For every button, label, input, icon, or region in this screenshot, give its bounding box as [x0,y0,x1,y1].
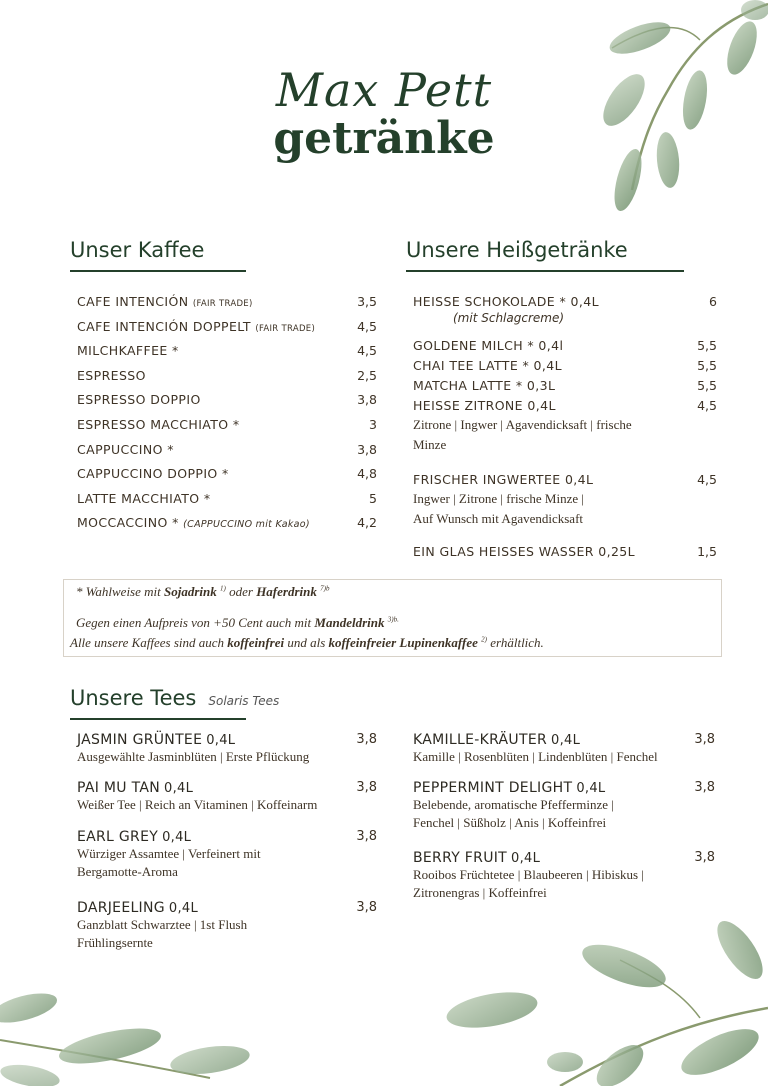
tea-description: Ausgewählte Jasminblüten | Erste Pflückung [77,749,310,764]
coffee-item [77,491,377,516]
hot-drink-label: HEISSE SCHOKOLADE * [413,294,567,309]
coffee-item-price: 4,5 [357,318,377,334]
brand-header [0,62,768,164]
tea-item [413,850,715,902]
hot-drink-name [413,294,599,309]
hot-drink-label: HEISSE ZITRONE [413,398,523,413]
coffee-item-label: ESPRESSO DOPPIO [77,392,201,408]
hot-drink-row [413,472,717,487]
coffee-item [77,442,377,467]
tea-name-label: PAI MU TAN [77,780,160,796]
coffee-item-name [77,515,310,530]
tea-name-label: KAMILLE-KRÄUTER [413,732,548,748]
note-bold: Sojadrink [164,584,217,599]
tea-size: 0,4L [576,781,606,796]
hot-drink-size: 0,4L [564,472,594,487]
tea-description: Ganzblatt Schwarztee | 1st Flush [77,917,248,932]
tea-price: 3,8 [694,780,715,795]
coffee-item-label: CAPPUCCINO DOPPIO * [77,466,229,482]
note-sup: 7)b [320,584,330,593]
note-line-1 [76,584,329,600]
hot-drink-name [413,358,562,373]
hot-drink-item [413,398,717,455]
hot-drink-price: 4,5 [697,472,717,487]
coffee-item-price: 4,2 [357,515,377,531]
hot-drink-description: Auf Wunsch mit Agavendicksaft [413,511,584,526]
hot-drink-size: 0,4l [538,338,564,353]
hot-drink-label: GOLDENE MILCH * [413,338,535,353]
coffee-item [77,319,377,344]
tea-price: 3,8 [694,732,715,747]
hot-drink-item [413,544,717,559]
hot-drink-price: 5,5 [697,378,717,393]
hot-drink-name [413,338,563,353]
hot-drink-item [413,338,717,353]
coffee-item-price: 3,8 [357,441,377,457]
coffee-item [77,294,377,319]
hot-drink-price: 1,5 [697,544,717,559]
coffee-item-name [77,466,229,481]
note-sup: 3)b. [387,615,399,624]
note-text: erhältlich. [487,635,544,650]
hot-drink-price: 4,5 [697,398,717,413]
tea-description: Fenchel | Süßholz | Anis | Koffeinfrei [413,815,607,830]
coffee-item [77,343,377,368]
hot-drink-price: 6 [709,294,717,309]
note-text: Alle unsere Kaffees sind auch [70,635,228,650]
tea-item [77,732,377,766]
tea-item [413,780,715,832]
tea-name-label: BERRY FRUIT [413,850,508,866]
hot-drink-item [413,294,717,325]
note-sup: 1) [220,584,226,593]
hot-drink-label: MATCHA LATTE * [413,378,523,393]
tea-name [413,850,715,866]
coffee-item-price: 4,5 [357,343,377,359]
tea-name [413,732,715,748]
tea-price: 3,8 [694,850,715,865]
note-bold: Mandeldrink [314,615,385,630]
hot-drink-size: 0,25L [598,544,636,559]
tea-name-label: DARJEELING [77,900,165,916]
hot-drinks-section-title [406,238,684,272]
tea-list-left [77,732,377,972]
coffee-item [77,368,377,393]
brand-script-name: Max Pett [275,63,493,117]
coffee-item-name [77,442,174,457]
hot-drink-item [413,378,717,393]
tea-name [77,732,377,748]
coffee-item [77,417,377,442]
coffee-item-price: 2,5 [357,367,377,383]
hot-drink-name [413,378,555,393]
tea-name [77,900,377,916]
hot-drink-description: Ingwer | Zitrone | frische Minze | [413,491,584,506]
note-text: oder [225,584,257,599]
hot-drink-subnote: (mit Schlagcreme) [453,311,565,325]
tea-size: 0,4L [162,830,192,845]
hot-drink-size: 0,3L [526,378,556,393]
coffee-item-price: 3 [369,416,377,432]
coffee-item-name [77,491,211,506]
coffee-item-label: ESPRESSO [77,367,146,383]
note-line-3 [70,635,544,651]
hot-drink-size: 0,4L [570,294,599,309]
tea-size: 0,4L [164,781,194,796]
coffee-item-label: MOCCACCINO * [77,515,179,531]
coffee-item-label: MILCHKAFFEE * [77,343,179,359]
hot-drink-item [413,472,717,529]
tea-description: Bergamotte-Aroma [77,864,178,879]
hot-drink-name [413,398,556,413]
hot-drink-row [413,294,717,309]
note-bold: koffeinfreier Lupinenkaffee [328,635,478,650]
coffee-item-label: CAFE INTENCIÓN DOPPELT [77,318,251,334]
coffee-item-name [77,417,240,432]
coffee-item-note: (CAPPUCCINO mit Kakao) [183,519,310,531]
tea-description: Kamille | Rosenblüten | Lindenblüten | Fenchel [413,749,658,764]
tea-item [77,780,377,814]
coffee-item-price: 4,8 [357,466,377,482]
note-text: Gegen einen Aufpreis von +50 Cent auch mit [76,615,315,630]
coffee-item-price: 3,5 [357,294,377,309]
coffee-item [77,392,377,417]
tea-list-right [413,732,715,932]
note-bold: koffeinfrei [227,635,285,650]
tea-section-title [70,686,280,720]
note-sup: 2) [481,635,487,644]
tea-name-label: EARL GREY [77,829,159,845]
tea-description: Frühlingsernte [77,935,153,950]
hot-drink-description: Minze [413,437,447,452]
tea-name [77,780,377,796]
hot-drink-row [413,398,717,413]
tea-price: 3,8 [356,829,377,844]
coffee-item-price: 3,8 [357,392,377,408]
hot-drink-name [413,544,635,559]
hot-drinks-title-text: Unsere Heißgetränke [406,238,628,262]
menu-title: getränke [273,113,495,164]
tea-description: Weißer Tee | Reich an Vitaminen | Koffeinarm [77,797,318,812]
coffee-section-title [70,238,246,272]
tea-description: Zitronengras | Koffeinfrei [413,885,547,900]
coffee-item-name [77,319,315,334]
tea-item [77,900,377,952]
coffee-item-name [77,392,201,407]
hot-drinks-list [413,294,717,574]
hot-drink-price: 5,5 [697,358,717,373]
tea-size: 0,4L [551,733,581,748]
coffee-list [77,294,377,540]
tea-size: 0,4L [511,851,541,866]
tea-subtitle: Solaris Tees [208,694,280,708]
coffee-item-label: CAFE INTENCIÓN [77,294,189,309]
coffee-item [77,515,377,540]
milk-alternatives-note [63,579,722,657]
tea-name-label: JASMIN GRÜNTEE [77,732,203,748]
hot-drink-price: 5,5 [697,338,717,353]
tea-title-text: Unsere Tees [70,686,197,710]
coffee-item-name [77,368,146,383]
tea-description: Würziger Assamtee | Verfeinert mit [77,846,261,861]
tea-name [413,780,715,796]
tea-size: 0,4L [168,901,199,916]
tea-price: 3,8 [356,732,377,747]
coffee-item [77,466,377,491]
coffee-item-label: CAPPUCCINO * [77,441,174,457]
hot-drink-row [413,378,717,393]
hot-drink-row [413,338,717,353]
hot-drink-label: CHAI TEE LATTE * [413,358,530,373]
hot-drink-name [413,472,593,487]
hot-drink-item [413,358,717,373]
coffee-item-name [77,294,253,309]
coffee-item-price: 5 [369,490,377,506]
hot-drink-label: EIN GLAS HEISSES WASSER [413,544,594,559]
tea-item [413,732,715,766]
note-line-2 [76,615,399,631]
hot-drink-row [413,544,717,559]
tea-name [77,829,377,845]
note-text: und als [284,635,329,650]
tea-name-label: PEPPERMINT DELIGHT [413,780,573,796]
note-bold: Haferdrink [256,584,317,599]
coffee-title-text: Unser Kaffee [70,238,205,262]
hot-drink-row [413,358,717,373]
tea-price: 3,8 [356,780,377,795]
coffee-item-note: (FAIR TRADE) [192,299,253,309]
hot-drink-size: 0,4L [527,398,556,413]
tea-item [77,829,377,881]
note-text: * Wahlweise mit [76,584,164,599]
coffee-item-name [77,343,179,358]
tea-description: Belebende, aromatische Pfefferminze | [413,797,614,812]
coffee-item-label: ESPRESSO MACCHIATO * [77,416,240,432]
tea-description: Rooibos Früchtetee | Blaubeeren | Hibiskus | [413,867,644,882]
tea-size: 0,4L [206,733,236,748]
hot-drink-label: FRISCHER INGWERTEE [413,472,561,487]
hot-drink-size: 0,4L [533,358,562,373]
tea-price: 3,8 [356,900,377,915]
coffee-item-note: (FAIR TRADE) [255,323,316,334]
hot-drink-description: Zitrone | Ingwer | Agavendicksaft | frische [413,417,632,432]
coffee-item-label: LATTE MACCHIATO * [77,490,211,506]
